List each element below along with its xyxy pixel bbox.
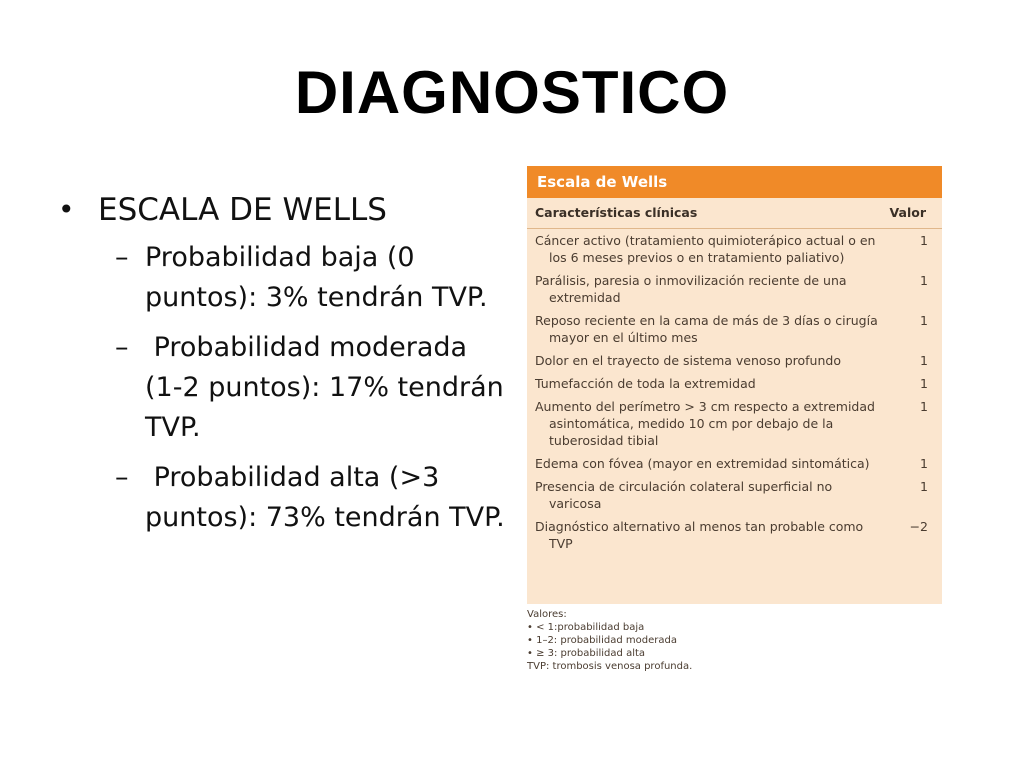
row-value: 1 <box>920 376 928 391</box>
sub-bullet-low <box>115 238 508 318</box>
wells-table-title: Escala de Wells <box>527 166 942 198</box>
row-feature: Dolor en el trayecto de sistema venoso profundo <box>535 353 841 368</box>
row-feature: Cáncer activo (tratamiento quimioterápico actual o en los 6 meses previos o en tratamiento paliativo) <box>535 233 876 265</box>
row-value: 1 <box>920 479 928 494</box>
row-value: 1 <box>920 273 928 288</box>
notes-heading: Valores: <box>527 609 567 620</box>
dash-icon: – <box>115 462 129 493</box>
sub-bullet-text: Probabilidad baja (0 puntos): 3% tendrán TVP. <box>145 242 488 313</box>
row-value: 1 <box>920 233 928 248</box>
table-row <box>527 309 942 349</box>
row-feature: Reposo reciente en la cama de más de 3 días o cirugía mayor en el último mes <box>535 313 878 345</box>
table-row <box>527 372 942 395</box>
table-row <box>527 229 942 269</box>
row-value: 1 <box>920 456 928 471</box>
notes-item-moderate: • 1–2: probabilidad moderada <box>527 635 677 646</box>
sub-bullet-text: Probabilidad alta (>3 puntos): 73% tendrán TVP. <box>145 462 505 533</box>
row-feature: Edema con fóvea (mayor en extremidad sintomática) <box>535 456 870 471</box>
wells-table <box>527 166 942 604</box>
wells-table-notes <box>527 608 827 673</box>
row-feature: Diagnóstico alternativo al menos tan probable como TVP <box>535 519 864 551</box>
wells-table-header <box>527 198 942 229</box>
slide-title: DIAGNOSTICO <box>294 59 730 126</box>
table-row <box>527 452 942 475</box>
row-value: 1 <box>920 313 928 328</box>
table-row <box>527 515 942 555</box>
row-feature: Presencia de circulación colateral superficial no varicosa <box>535 479 833 511</box>
row-feature: Aumento del perímetro > 3 cm respecto a extremidad asintomática, medido 10 cm por debajo de la tuberosidad tibial <box>535 399 875 448</box>
row-value: 1 <box>920 353 928 368</box>
notes-item-high: • ≥ 3: probabilidad alta <box>527 648 646 659</box>
bullet-main-text: ESCALA DE WELLS <box>98 192 387 228</box>
table-row <box>527 475 942 515</box>
sub-bullet-moderate <box>115 328 513 448</box>
row-feature: Tumefacción de toda la extremidad <box>535 376 756 391</box>
notes-item-low: • < 1:probabilidad baja <box>527 622 645 633</box>
bullet-main <box>58 190 508 230</box>
table-row <box>527 269 942 309</box>
table-row <box>527 395 942 452</box>
bullet-dot-icon: • <box>58 193 75 226</box>
dash-icon: – <box>115 332 129 363</box>
col-feature-header: Características clínicas <box>535 205 698 220</box>
table-row <box>527 349 942 372</box>
dash-icon: – <box>115 242 129 273</box>
sub-bullet-list <box>115 238 513 538</box>
sub-bullet-text: Probabilidad moderada (1-2 puntos): 17% tendrán TVP. <box>145 332 513 443</box>
row-value: 1 <box>920 399 928 414</box>
row-value: −2 <box>909 519 928 534</box>
bullet-list <box>58 190 513 548</box>
sub-bullet-high <box>115 458 508 538</box>
col-value-header: Valor <box>889 205 926 220</box>
notes-footnote: TVP: trombosis venosa profunda. <box>527 661 693 672</box>
row-feature: Parálisis, paresia o inmovilización reciente de una extremidad <box>535 273 847 305</box>
